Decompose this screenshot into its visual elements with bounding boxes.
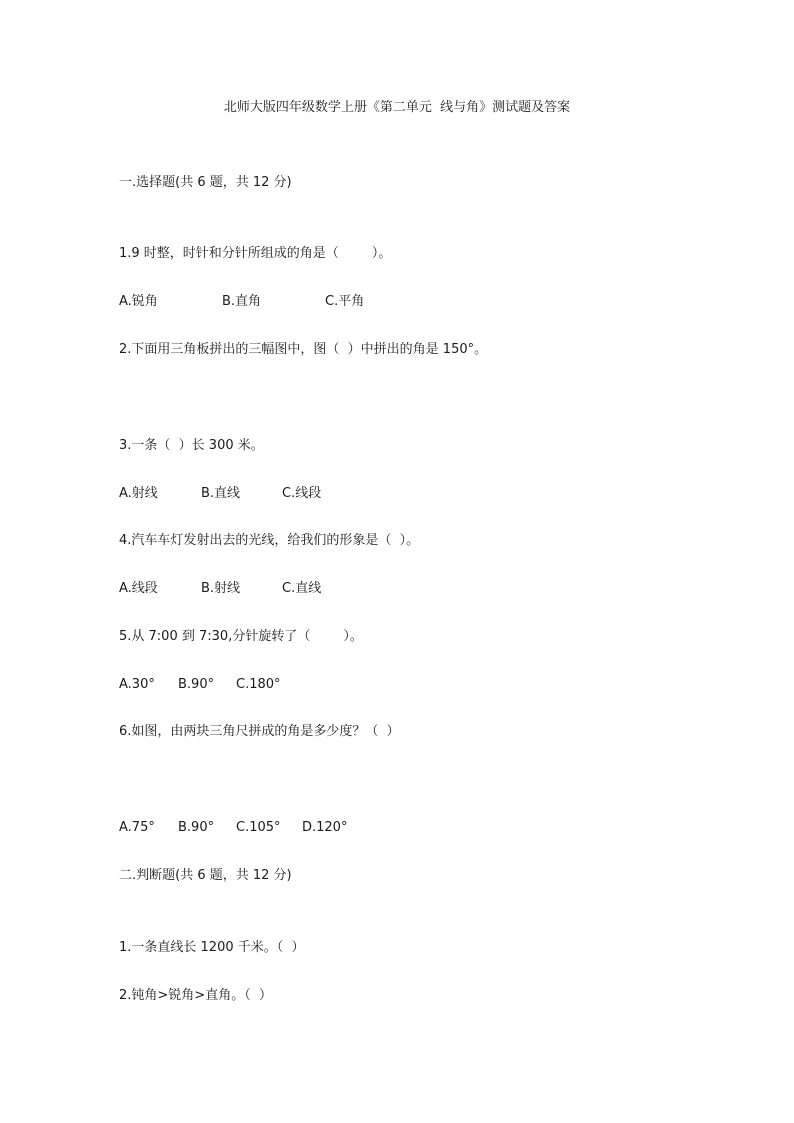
option-a: A.射线 [119,486,158,501]
question-4-stem: 4.汽车车灯发射出去的光线，给我们的形象是（ ）。 [119,533,420,548]
option-a: A.线段 [119,581,158,596]
option-a: A.75° [119,820,155,835]
option-b: B.90° [178,820,215,835]
option-b: B.射线 [201,581,241,596]
option-a: A.30° [119,677,155,692]
option-b: B.90° [178,677,215,692]
option-c: C.直线 [282,581,322,596]
question-3-stem: 3.一条（ ）长 300 米。 [119,438,264,453]
option-c: C.180° [236,677,281,692]
question-5-stem: 5.从 7:00 到 7:30,分针旋转了（ ）。 [119,629,363,644]
option-b: B.直线 [201,486,241,501]
question-1-stem: 1.9 时整，时针和分针所组成的角是（ ）。 [119,246,392,261]
judgement-question-2-stem: 2.钝角>锐角>直角。（ ） [119,988,272,1003]
option-a: A.锐角 [119,294,158,309]
question-6-stem: 6.如图，由两块三角尺拼成的角是多少度？（ ） [119,724,400,739]
section-heading-choice: 一.选择题(共 6 题，共 12 分) [119,175,292,190]
section-heading-judgement: 二.判断题(共 6 题，共 12 分) [119,868,292,883]
option-c: C.平角 [325,294,365,309]
question-2-stem: 2.下面用三角板拼出的三幅图中，图（ ）中拼出的角是 150°。 [119,342,488,357]
option-c: C.105° [236,820,281,835]
judgement-question-1-stem: 1.一条直线长 1200 千米。（ ） [119,940,305,955]
option-b: B.直角 [222,294,262,309]
page-title: 北师大版四年级数学上册《第二单元 线与角》测试题及答案 [223,100,571,115]
option-d: D.120° [302,820,348,835]
option-c: C.线段 [282,486,322,501]
